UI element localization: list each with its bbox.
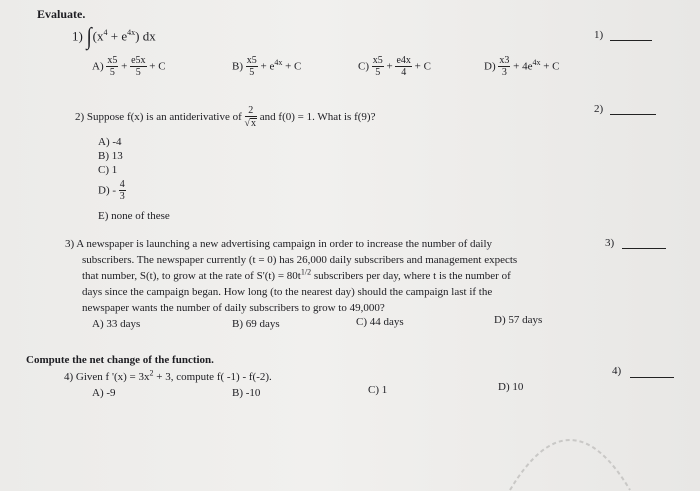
section-title-net-change: Compute the net change of the function. xyxy=(26,354,214,366)
question-3-answer-number: 3) xyxy=(605,237,615,249)
question-3-line-3: that number, S(t), to grow at the rate of $S'(t) = 80t^{1/2}$ subscribers per day, where t is the number of xyxy=(82,267,511,282)
question-3-choice-d[interactable]: D) 57 days xyxy=(494,314,543,326)
question-2-choice-c[interactable]: C) 1 xyxy=(98,164,118,176)
question-4-answer-number: 4) xyxy=(612,365,622,377)
question-3-choice-c[interactable]: C) 44 days xyxy=(356,316,404,328)
question-1-choice-a[interactable]: A) $\frac{x5}{5}$ + $\frac{e5x}{5}$ + C xyxy=(92,55,166,78)
question-3-line-5: newspaper wants the number of daily subscribers to grow to 49,000? xyxy=(82,302,385,314)
question-4-choice-d[interactable]: D) 10 xyxy=(498,381,524,393)
question-1-choice-d[interactable]: D) $\frac{x3}{3}$ + $4e^{4x} + C$ xyxy=(484,55,560,78)
show-through-graph xyxy=(500,400,700,491)
question-4-choice-a[interactable]: A) -9 xyxy=(92,387,116,399)
integral-icon: ∫ xyxy=(86,24,93,50)
section-title-evaluate: Evaluate. xyxy=(37,7,86,21)
question-1-answer-blank[interactable] xyxy=(610,40,652,41)
question-2-choice-b[interactable]: B) 13 xyxy=(98,150,123,162)
question-2-choice-d[interactable]: D) - $\frac{4}{3}$ xyxy=(98,179,125,202)
question-2-stem: 2) Suppose f(x) is an antiderivative of $\frac{2}{√x}$ and f(0) = 1. What is f(9)? xyxy=(75,105,376,129)
question-2-answer-number: 2) xyxy=(594,103,604,115)
question-2-choice-a[interactable]: A) -4 xyxy=(98,136,122,148)
question-1-answer-number: 1) xyxy=(594,29,604,41)
question-2-answer-blank[interactable] xyxy=(610,114,656,115)
question-4-choice-b[interactable]: B) -10 xyxy=(232,387,261,399)
question-3-choice-a[interactable]: A) 33 days xyxy=(92,318,141,330)
question-1-stem: 1) $\int(x^4 + e^{4x})$ dx xyxy=(72,24,156,50)
question-3-line-4: days since the campaign began. How long (to the nearest day) should the campaign last if the xyxy=(82,286,493,298)
question-1-choice-c[interactable]: C) $\frac{x5}{5}$ + $\frac{e4x}{4}$ + C xyxy=(358,55,431,78)
question-3-line-1: 3) A newspaper is launching a new advertising campaign in order to increase the number of daily xyxy=(65,238,493,250)
question-3-choice-b[interactable]: B) 69 days xyxy=(232,318,280,330)
question-1-choice-b[interactable]: B) $\frac{x5}{5}$ + $e^{4x} + C$ xyxy=(232,55,302,78)
question-2-choice-e[interactable]: E) none of these xyxy=(98,210,170,222)
question-3-answer-blank[interactable] xyxy=(622,248,666,249)
question-1-number: 1) xyxy=(72,28,83,44)
question-3-line-2: subscribers. The newspaper currently (t = 0) has 26,000 daily subscribers and management expects xyxy=(82,254,518,266)
question-4-answer-blank[interactable] xyxy=(630,377,674,378)
question-4-stem: 4) Given f '$(x) = 3x^2 + 3$, compute f( -1) - f(-2). xyxy=(64,368,272,383)
question-4-choice-c[interactable]: C) 1 xyxy=(368,384,388,396)
